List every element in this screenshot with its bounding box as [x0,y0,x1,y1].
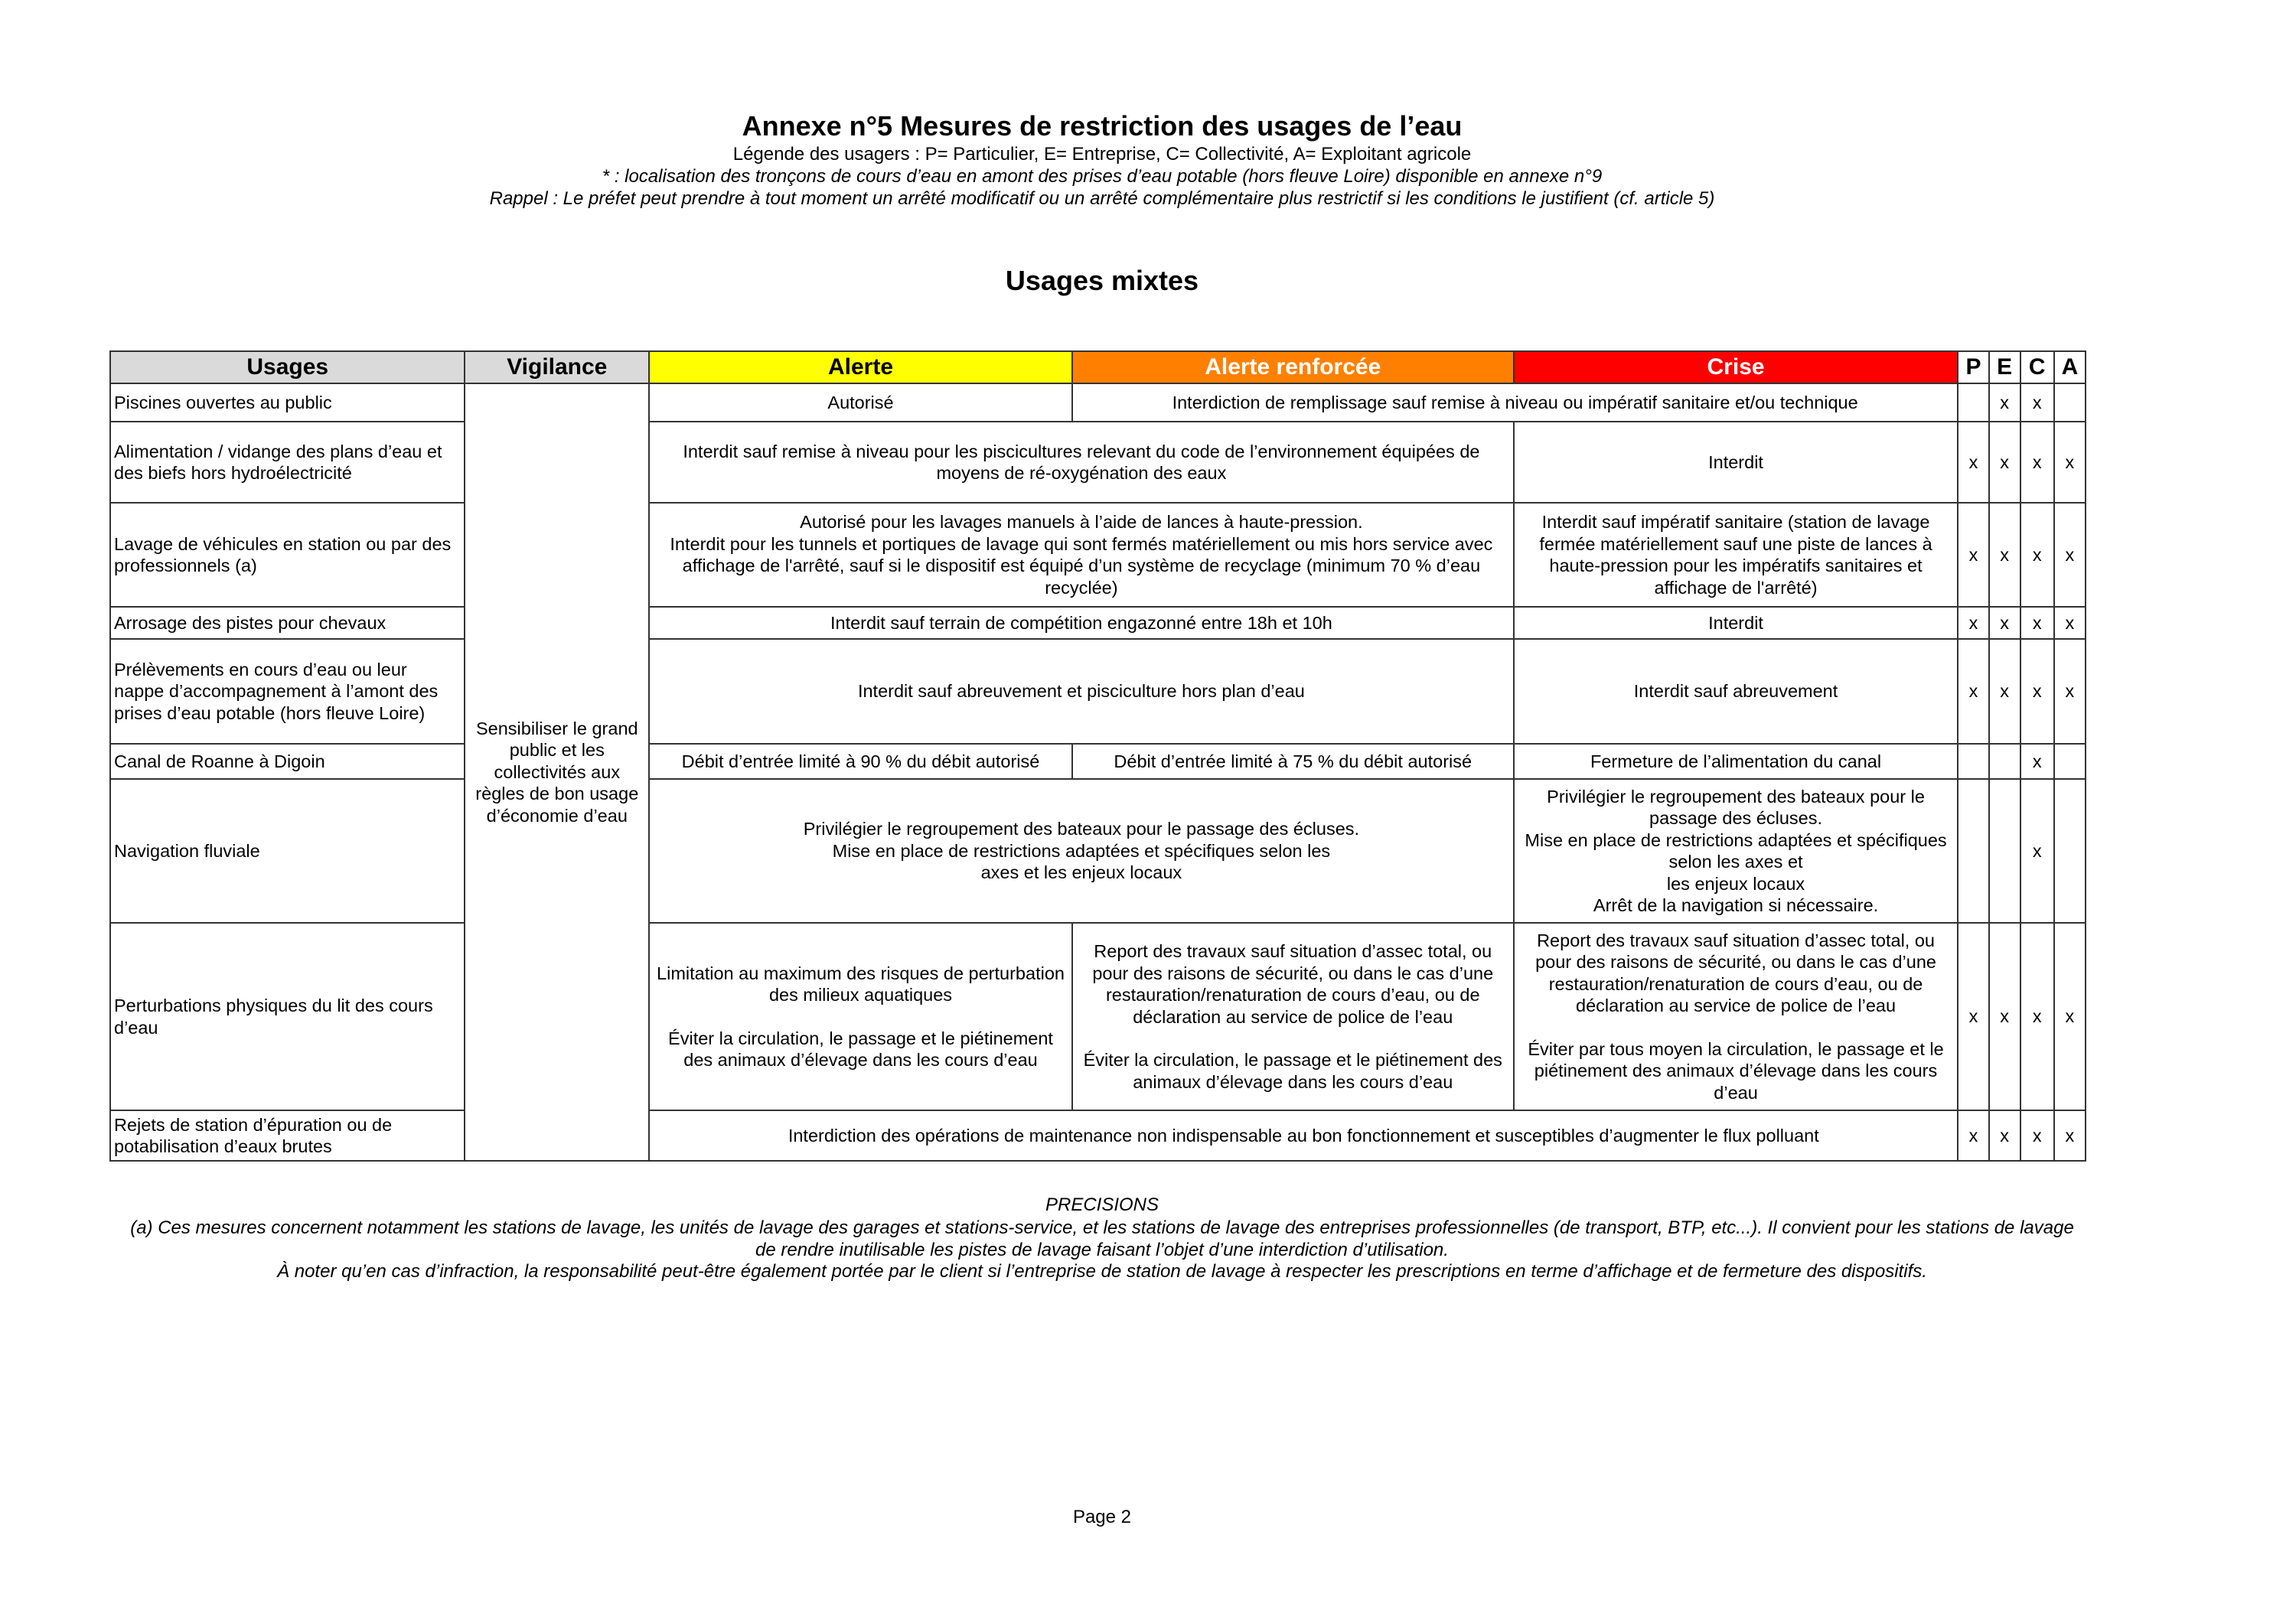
p-cell [1958,779,1988,923]
vigilance-cell: Sensibiliser le grand public et les collectivités aux règles de bon usage d’économie d’eau [465,383,649,1161]
e-cell: x [1989,383,2020,422]
a-cell [2054,779,2086,923]
a-cell [2054,383,2086,422]
header-crise: Crise [1514,351,1958,383]
crise-text-2: Éviter par tous moyen la circulation, le passage et le piétinement des animaux d’élevage dans les cours d’eau [1528,1038,1944,1103]
e-cell: x [1989,1110,2020,1161]
table-row [110,639,2086,744]
page-title: Annexe n°5 Mesures de restriction des usages de l’eau [742,110,1463,142]
a-cell: x [2054,639,2086,744]
a-cell [2054,744,2086,779]
alerte-ar-cell: Autorisé pour les lavages manuels à l’aide de lances à haute-pression. Interdit pour les tunnels et portiques de lavage qui sont fermés matériellement ou mis hors service avec affichage de l'arrêté, sauf si le dispositif est équipé d’un système de recyclage (minimum 70 % d’eau recyclée) [649,503,1513,607]
usage-cell: Piscines ouvertes au public [110,383,465,422]
c-cell: x [2020,923,2054,1110]
ar-text-2: Éviter la circulation, le passage et le piétinement des animaux d’élevage dans les cours d’eau [1083,1050,1502,1092]
p-cell: x [1958,923,1988,1110]
alerte-text-2: Éviter la circulation, le passage et le piétinement des animaux d’élevage dans les cours d’eau [668,1028,1053,1070]
crise-cell: Interdit sauf impératif sanitaire (station de lavage fermée matériellement sauf une piste de lances à haute-pression pour les impératifs sanitaires et affichage de l'arrêté) [1514,503,1958,607]
crise-cell: Interdit sauf abreuvement [1514,639,1958,744]
a-cell: x [2054,503,2086,607]
crise-cell: Fermeture de l’alimentation du canal [1514,744,1958,779]
e-cell: x [1989,923,2020,1110]
p-cell: x [1958,607,1988,639]
table-row [110,923,2086,1110]
header-alerte-renforcee: Alerte renforcée [1072,351,1514,383]
restrictions-table [109,350,2086,1162]
alerte-ar-cell: Interdit sauf remise à niveau pour les piscicultures relevant du code de l’environnement équipées de moyens de ré-oxygénation des eaux [649,422,1513,503]
alerte-text-1: Limitation au maximum des risques de perturbation des milieux aquatiques [657,963,1065,1005]
header-alerte: Alerte [649,351,1072,383]
usage-cell: Canal de Roanne à Digoin [110,744,465,779]
legend-text: Légende des usagers : P= Particulier, E= Entreprise, C= Collectivité, A= Exploitant agricole [732,144,1472,165]
a-cell: x [2054,422,2086,503]
p-cell [1958,383,1988,422]
p-cell: x [1958,639,1988,744]
alerte-cell: Débit d’entrée limité à 90 % du débit autorisé [649,744,1072,779]
p-cell: x [1958,503,1988,607]
precisions-note-a: (a) Ces mesures concernent notamment les stations de lavage, les unités de lavage des garages et stations-service, et les stations de lavage des entreprises professionnelles (de transport, BTP, etc...). Il convient pour les stations de lavage de rendre inutilisable les pistes de lavage faisant l’objet d’une interdiction d’utilisation. [130,1217,2074,1260]
usage-cell: Rejets de station d’épuration ou de potabilisation d’eaux brutes [110,1110,465,1161]
e-cell [1989,744,2020,779]
c-cell: x [2020,422,2054,503]
table-row [110,607,2086,639]
alerte-ar-cell: Privilégier le regroupement des bateaux pour le passage des écluses. Mise en place de restrictions adaptées et spécifiques selon les axes et les enjeux locaux [649,779,1513,923]
e-cell: x [1989,607,2020,639]
header-c: C [2020,351,2054,383]
header-e: E [1989,351,2020,383]
e-cell: x [1989,639,2020,744]
table-header-row [110,351,2086,383]
p-cell: x [1958,1110,1988,1161]
p-cell: x [1958,422,1988,503]
usage-cell: Lavage de véhicules en station ou par des professionnels (a) [110,503,465,607]
crise-cell: Privilégier le regroupement des bateaux pour le passage des écluses. Mise en place de restrictions adaptées et spécifiques selon les axes et les enjeux locaux Arrêt de la navigation si nécessaire. [1514,779,1958,923]
section-title: Usages mixtes [1005,265,1199,296]
crise-cell: Interdit [1514,422,1958,503]
usage-cell: Arrosage des pistes pour chevaux [110,607,465,639]
footnote-star: * : localisation des tronçons de cours d’eau en amont des prises d’eau potable (hors fleuve Loire) disponible en annexe n°9 [602,166,1603,187]
usage-cell: Alimentation / vidange des plans d’eau et des biefs hors hydroélectricité [110,422,465,503]
table-row [110,779,2086,923]
alerte-cell: Autorisé [649,383,1072,422]
c-cell: x [2020,1110,2054,1161]
header-usages: Usages [110,351,465,383]
c-cell: x [2020,607,2054,639]
c-cell: x [2020,503,2054,607]
all-levels-cell: Interdiction des opérations de maintenance non indispensable au bon fonctionnement et susceptibles d’augmenter le flux polluant [649,1110,1958,1161]
page-number: Page 2 [1072,1507,1132,1527]
crise-cell: Interdit [1514,607,1958,639]
alerte-ar-cell: Interdit sauf abreuvement et pisciculture hors plan d’eau [649,639,1513,744]
c-cell: x [2020,383,2054,422]
table-row [110,1110,2086,1161]
usage-cell: Perturbations physiques du lit des cours d’eau [110,923,465,1110]
a-cell: x [2054,1110,2086,1161]
usage-cell: Prélèvements en cours d’eau ou leur nappe d’accompagnement à l’amont des prises d’eau potable (hors fleuve Loire) [110,639,465,744]
alerte-cell [649,923,1072,1110]
c-cell: x [2020,744,2054,779]
precisions-note-b: À noter qu’en cas d’infraction, la responsabilité peut-être également portée par le client si l’entreprise de station de lavage à respecter les prescriptions en terme d’affichage et de fermeture des dispositifs. [277,1261,1927,1282]
ar-cell [1072,923,1514,1110]
table-row [110,422,2086,503]
ar-cell: Débit d’entrée limité à 75 % du débit autorisé [1072,744,1514,779]
alerte-ar-cell: Interdit sauf terrain de compétition engazonné entre 18h et 10h [649,607,1513,639]
header-vigilance: Vigilance [465,351,649,383]
e-cell: x [1989,422,2020,503]
c-cell: x [2020,779,2054,923]
crise-text-1: Report des travaux sauf situation d’assec total, ou pour des raisons de sécurité, ou dans le cas d’une restauration/renaturation de cours d’eau, ou de déclaration au service de police de l’eau [1535,930,1936,1016]
p-cell [1958,744,1988,779]
usage-cell: Navigation fluviale [110,779,465,923]
table-row [110,503,2086,607]
a-cell: x [2054,923,2086,1110]
a-cell: x [2054,607,2086,639]
table-row [110,383,2086,422]
crise-cell [1514,923,1958,1110]
ar-text-1: Report des travaux sauf situation d’assec total, ou pour des raisons de sécurité, ou dans le cas d’une restauration/renaturation de cours d’eau, ou de déclaration au service de police de l’eau [1092,941,1494,1027]
ar-crise-cell: Interdiction de remplissage sauf remise à niveau ou impératif sanitaire et/ou technique [1072,383,1958,422]
e-cell [1989,779,2020,923]
c-cell: x [2020,639,2054,744]
rappel-text: Rappel : Le préfet peut prendre à tout moment un arrêté modificatif ou un arrêté complémentaire plus restrictif si les conditions le justifient (cf. article 5) [489,188,1715,209]
header-a: A [2054,351,2086,383]
table-row [110,744,2086,779]
header-p: P [1958,351,1988,383]
e-cell: x [1989,503,2020,607]
precisions-title: PRECISIONS [1045,1194,1159,1215]
